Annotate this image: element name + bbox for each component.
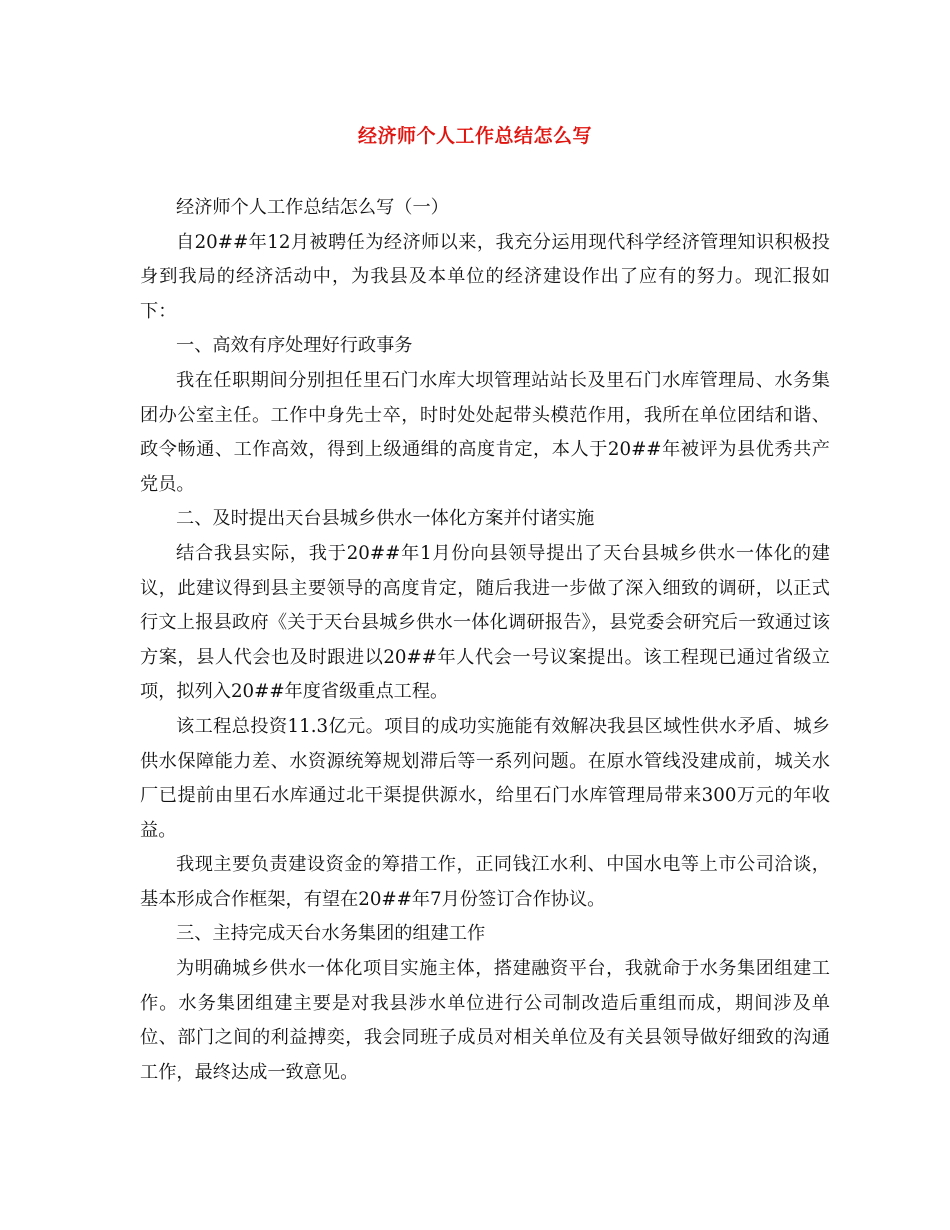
body-paragraph: 该工程总投资11.3亿元。项目的成功实施能有效解决我县区域性供水矛盾、城乡供水保障能力差、水资源统筹规划滞后等一系列问题。在原水管线没建成前，城关水厂已提前由里石水库通过北干渠提供源水，给里石门水库管理局带来300万元的年收益。 — [140, 715, 830, 841]
body-paragraph: 我在任职期间分别担任里石门水库大坝管理站站长及里石门水库管理局、水务集团办公室主任。工作中身先士卒，时时处处起带头模范作用，我所在单位团结和谐、政令畅通、工作高效，得到上级通缉的高度肯定，本人于20##年被评为县优秀共产党员。 — [140, 369, 830, 495]
document-title: 经济师个人工作总结怎么写 — [357, 125, 592, 147]
section-heading: 二、及时提出天台县城乡供水一体化方案并付诸实施 — [176, 508, 595, 530]
body-paragraph: 为明确城乡供水一体化项目实施主体，搭建融资平台，我就命于水务集团组建工作。水务集团组建主要是对我县涉水单位进行公司制改造后重组而成，期间涉及单位、部门之间的利益搏奕，我会同班子成员对相关单位及有关县领导做好细致的沟通工作，最终达成一致意见。 — [140, 958, 830, 1083]
document-body — [140, 191, 830, 1090]
body-paragraph: 自20##年12月被聘任为经济师以来，我充分运用现代科学经济管理知识积极投身到我局的经济活动中，为我县及本单位的经济建设作出了应有的努力。现汇报如下： — [140, 231, 830, 322]
section-heading: 一、高效有序处理好行政事务 — [176, 335, 413, 357]
body-paragraph: 我现主要负责建设资金的筹措工作，正同钱江水利、中国水电等上市公司洽谈，基本形成合作框架，有望在20##年7月份签订合作协议。 — [140, 854, 830, 910]
body-paragraph: 结合我县实际，我于20##年1月份向县领导提出了天台县城乡供水一体化的建议，此建议得到县主要领导的高度肯定，随后我进一步做了深入细致的调研，以正式行文上报县政府《关于天台县城乡供水一体化调研报告》，县党委会研究后一致通过该方案，县人代会也及时跟进以20##年人代会一号议案提出。该工程现已通过省级立项，拟列入20##年度省级重点工程。 — [140, 542, 830, 703]
section-heading: 三、主持完成天台水务集团的组建工作 — [176, 923, 486, 945]
section-heading: 经济师个人工作总结怎么写（一） — [176, 197, 449, 218]
